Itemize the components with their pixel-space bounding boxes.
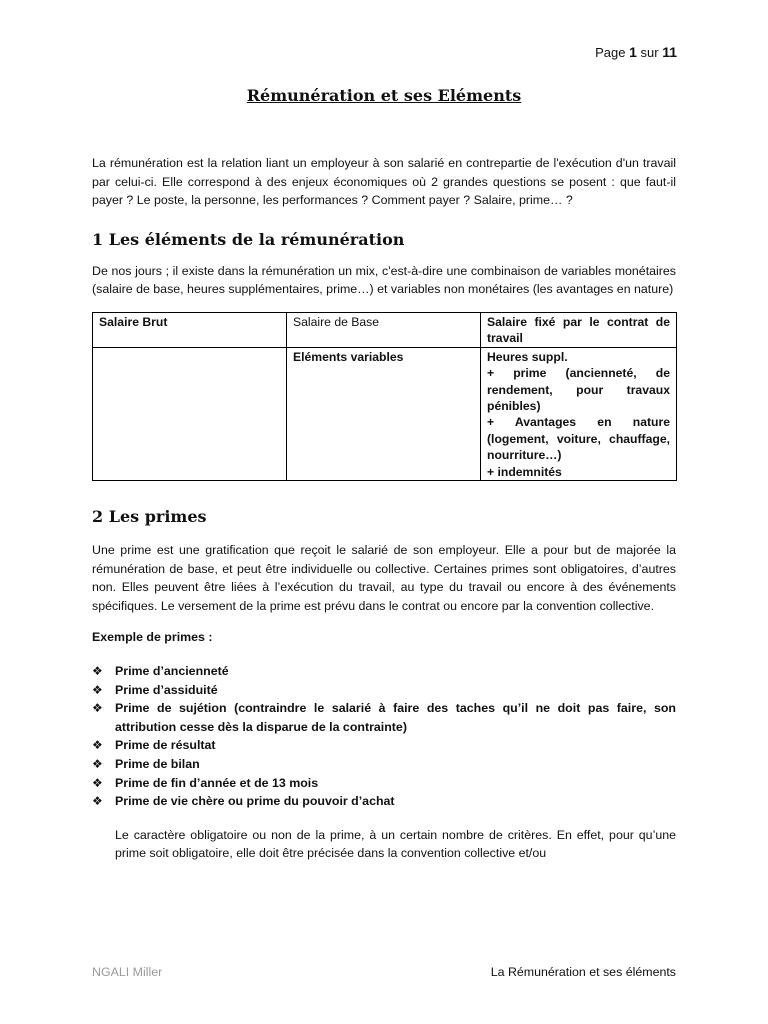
diamond-bullet-icon: ❖	[92, 756, 103, 771]
document-title: Rémunération et ses Eléments	[246, 86, 522, 105]
section-1	[92, 230, 676, 481]
page-prefix: Page	[595, 45, 626, 60]
list-item	[92, 681, 676, 700]
list-item	[92, 736, 676, 755]
table-cell-line: + indemnités	[487, 464, 562, 479]
table-cell-line: Heures suppl.	[487, 349, 568, 364]
page-number	[595, 44, 677, 61]
list-item-text: Prime de bilan	[115, 756, 200, 771]
intro-paragraph: La rémunération est la relation liant un employeur à son salarié en contrepartie de l'exécution d'un travail par celui-ci. Elle correspond à des enjeux économiques où 2 grandes questions se posent : que faut-il payer ? Le poste, la personne, les performances ? Comment payer ? Salaire, prime… ?	[92, 156, 676, 208]
page-current: 1	[629, 44, 637, 60]
list-item-text: Prime de sujétion (contraindre le salarié à faire des taches qu’il ne doit pas faire, son attribution cesse dès la disparue de la contrainte)	[115, 701, 676, 734]
table-cell	[481, 347, 677, 480]
list-item	[92, 792, 676, 811]
page-total: 11	[662, 44, 677, 60]
table-cell: Salaire fixé par le contrat de travail	[481, 312, 677, 347]
table-cell: Eléments variables	[287, 347, 481, 480]
diamond-bullet-icon: ❖	[92, 682, 103, 697]
diamond-bullet-icon: ❖	[92, 738, 103, 753]
diamond-bullet-icon: ❖	[92, 664, 103, 678]
list-item-text: Prime d’assiduité	[115, 682, 218, 697]
page-sep: sur	[640, 45, 659, 60]
table-cell: Salaire Brut	[93, 312, 287, 347]
list-item	[92, 662, 676, 681]
document-body	[92, 154, 676, 863]
remuneration-table	[92, 312, 677, 481]
table-row	[93, 312, 677, 347]
table-cell-line: + prime (ancienneté, de rendement, pour travaux pénibles)	[487, 366, 670, 413]
footer-author: NGALI Miller	[92, 965, 163, 979]
list-item-text: Prime de résultat	[115, 738, 216, 753]
table-row	[93, 347, 677, 480]
list-item-text: Prime d’ancienneté	[115, 664, 229, 678]
section-2	[92, 507, 676, 863]
diamond-bullet-icon: ❖	[92, 775, 103, 790]
primes-list	[92, 662, 676, 811]
examples-title: Exemple de primes :	[92, 630, 213, 645]
footer-doc-title: La Rémunération et ses éléments	[490, 965, 676, 979]
section-2-paragraph: Une prime est une gratification que reçoit le salarié de son employeur. Elle a pour but de majorée la rémunération de base, et peut être individuelle ou collective. Certaines primes sont obligatoires, d’autres non. Elles peuvent être liées à l’exécution du travail, au type du travail ou encore à des événements spécifiques. Le versement de la prime est prévu dans le contrat ou encore par la convention collective.	[92, 543, 676, 613]
table-cell	[93, 347, 287, 480]
list-item	[92, 774, 676, 793]
list-item	[92, 755, 676, 774]
section-1-paragraph: De nos jours ; il existe dans la rémunération un mix, c'est-à-dire une combinaison de variables monétaires (salaire de base, heures supplémentaires, prime…) et variables non monétaires (les avantages en nature)	[92, 263, 676, 297]
diamond-bullet-icon: ❖	[92, 701, 103, 716]
list-item-text: Prime de fin d’année et de 13 mois	[115, 775, 319, 790]
section-2-heading: 2 Les primes	[92, 507, 207, 527]
closing-paragraph: Le caractère obligatoire ou non de la prime, à un certain nombre de critères. En effet, pour qu’une prime soit obligatoire, elle doit être précisée dans la convention collective et/ou	[115, 827, 676, 861]
table-cell-line: + Avantages en nature (logement, voiture, chauffage, nourriture…)	[487, 415, 670, 463]
list-item	[92, 699, 676, 736]
section-1-heading: 1 Les éléments de la rémunération	[92, 229, 405, 249]
table-cell: Salaire de Base	[287, 312, 481, 347]
diamond-bullet-icon: ❖	[92, 794, 103, 809]
list-item-text: Prime de vie chère ou prime du pouvoir d’achat	[115, 794, 395, 809]
